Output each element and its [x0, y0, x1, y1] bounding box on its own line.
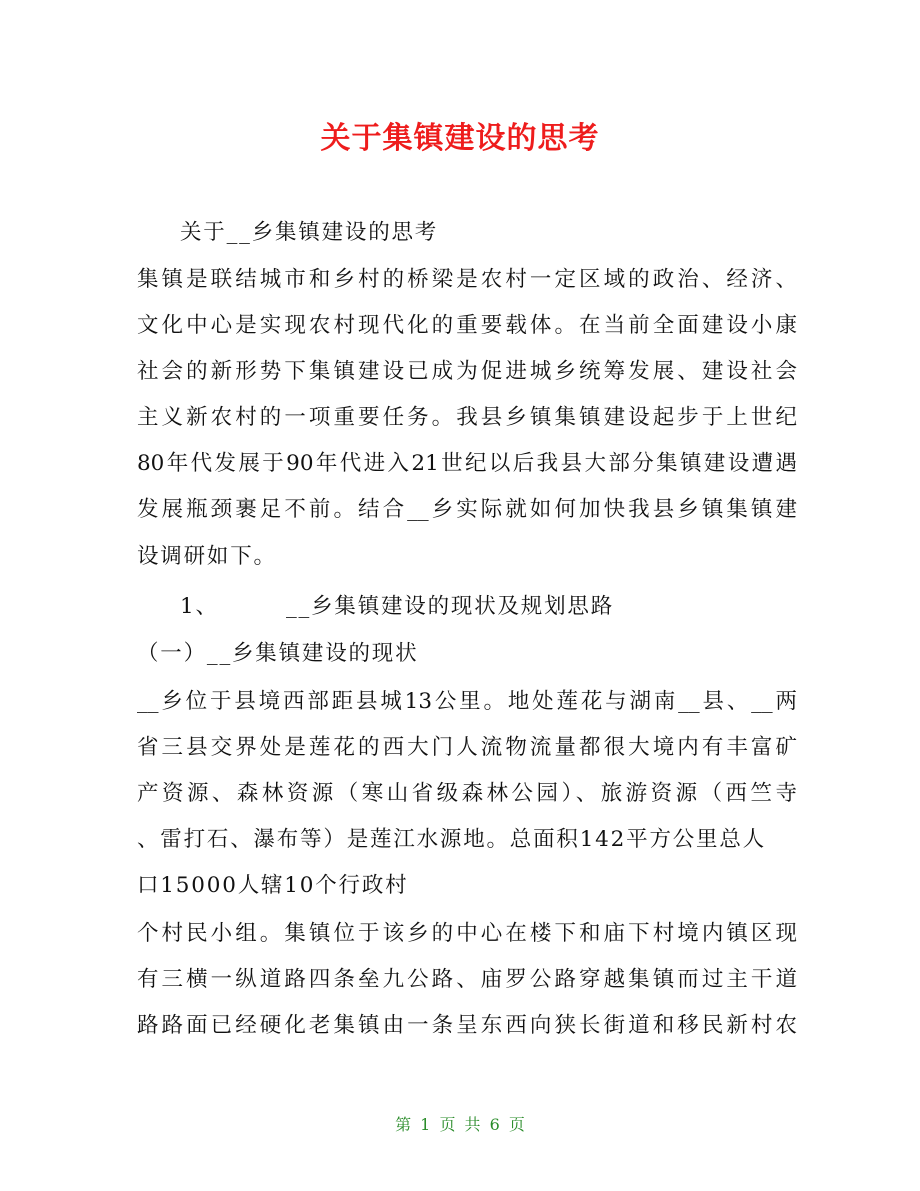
document-title: 关于集镇建设的思考 — [320, 121, 600, 156]
section-number: 1、 — [180, 594, 219, 619]
paragraph-line: 80年代发展于90年代进入21世纪以后我县大部分集镇建设遭遇 — [137, 451, 797, 476]
paragraph-line: 有三横一纵道路四条垒九公路、庙罗公路穿越集镇而过主干道 — [137, 967, 797, 992]
paragraph-line: 文化中心是实现农村现代化的重要载体。在当前全面建设小康 — [137, 313, 797, 338]
paragraph-line: 社会的新形势下集镇建设已成为促进城乡统筹发展、建设社会 — [137, 359, 797, 384]
paragraph-line: 设调研如下。 — [137, 544, 277, 569]
paragraph-line: 路路面已经硬化老集镇由一条呈东西向狭长街道和移民新村农 — [137, 1013, 797, 1038]
section-heading: __乡集镇建设的现状及规划思路 — [286, 594, 615, 619]
paragraph-line: 产资源、森林资源（寒山省级森林公园）、旅游资源（西竺寺 — [137, 781, 797, 806]
subsection-heading: （一）__乡集镇建设的现状 — [137, 641, 419, 666]
paragraph-line: 个村民小组。集镇位于该乡的中心在楼下和庙下村境内镇区现 — [137, 921, 797, 946]
paragraph-line: 发展瓶颈裹足不前。结合__乡实际就如何加快我县乡镇集镇建 — [137, 497, 797, 522]
paragraph-line: 口15000人辖10个行政村 — [137, 873, 409, 898]
page-footer: 第 1 页 共 6 页 — [395, 1115, 525, 1134]
paragraph-line: __乡位于县境西部距县城13公里。地处莲花与湖南__县、__两 — [137, 689, 797, 714]
paragraph-line: 主义新农村的一项重要任务。我县乡镇集镇建设起步于上世纪 — [137, 405, 797, 430]
subtitle-line: 关于__乡集镇建设的思考 — [180, 220, 439, 245]
paragraph-line: 、雷打石、瀑布等）是莲江水源地。总面积142平方公里总人 — [137, 827, 766, 852]
paragraph-line: 省三县交界处是莲花的西大门人流物流量都很大境内有丰富矿 — [137, 735, 797, 760]
paragraph-line: 集镇是联结城市和乡村的桥梁是农村一定区域的政治、经济、 — [137, 267, 797, 292]
